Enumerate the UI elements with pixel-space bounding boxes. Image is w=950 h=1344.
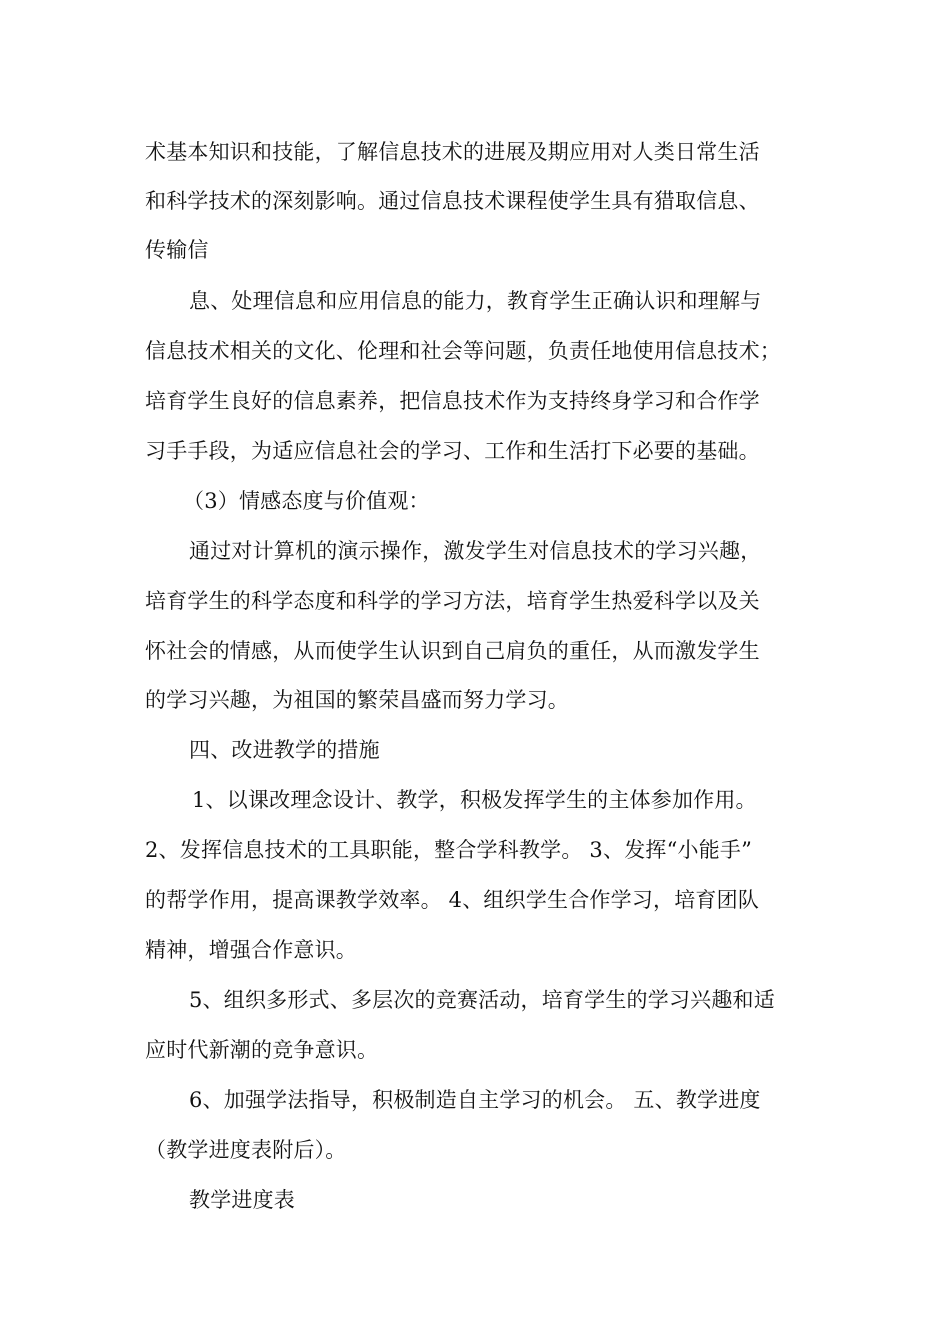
text-line-20: 6、加强学法指导，积极制造自主学习的机会。 五、教学进度 xyxy=(189,1088,761,1112)
section-heading-measures: 四、改进教学的措施 xyxy=(189,738,380,762)
text-line-4: 息、处理信息和应用信息的能力，教育学生正确认识和理解与 xyxy=(189,289,762,313)
text-line-12: 的学习兴趣，为祖国的繁荣昌盛而努力学习。 xyxy=(145,688,569,712)
text-line-3: 传输信 xyxy=(145,238,209,262)
section-heading-attitude: （3）情感态度与价值观： xyxy=(183,489,430,513)
text-line-16: 的帮学作用，提高课教学效率。 4、组织学生合作学习，培育团队 xyxy=(145,888,760,912)
text-line-11: 怀社会的情感，从而使学生认识到自己肩负的重任，从而激发学生 xyxy=(145,639,760,663)
section-heading-schedule: 教学进度表 xyxy=(189,1188,295,1212)
text-line-19: 应时代新潮的竞争意识。 xyxy=(145,1038,379,1062)
text-line-17: 精神，增强合作意识。 xyxy=(145,938,357,962)
text-line-5: 信息技术相关的文化、伦理和社会等问题，负责任地使用信息技术； xyxy=(145,339,781,363)
text-line-2: 和科学技术的深刻影响。通过信息技术课程使学生具有猎取信息、 xyxy=(145,189,760,213)
text-line-21: （教学进度表附后）。 xyxy=(145,1138,347,1162)
text-line-6: 培育学生良好的信息素养，把信息技术作为支持终身学习和合作学 xyxy=(145,389,760,413)
text-line-1: 术基本知识和技能，了解信息技术的进展及期应用对人类日常生活 xyxy=(145,140,760,164)
text-line-18: 5、组织多形式、多层次的竞赛活动，培育学生的学习兴趣和适 xyxy=(189,988,775,1012)
text-line-10: 培育学生的科学态度和科学的学习方法，培育学生热爱科学以及关 xyxy=(145,589,760,613)
text-line-9: 通过对计算机的演示操作，激发学生对信息技术的学习兴趣， xyxy=(189,539,762,563)
text-line-7: 习手手段，为适应信息社会的学习、工作和生活打下必要的基础。 xyxy=(145,439,760,463)
text-line-14: 1、以课改理念设计、教学，积极发挥学生的主体参加作用。 xyxy=(192,788,757,812)
text-line-15: 2、发挥信息技术的工具职能，整合学科教学。 3、发挥“小能手” xyxy=(145,838,753,862)
